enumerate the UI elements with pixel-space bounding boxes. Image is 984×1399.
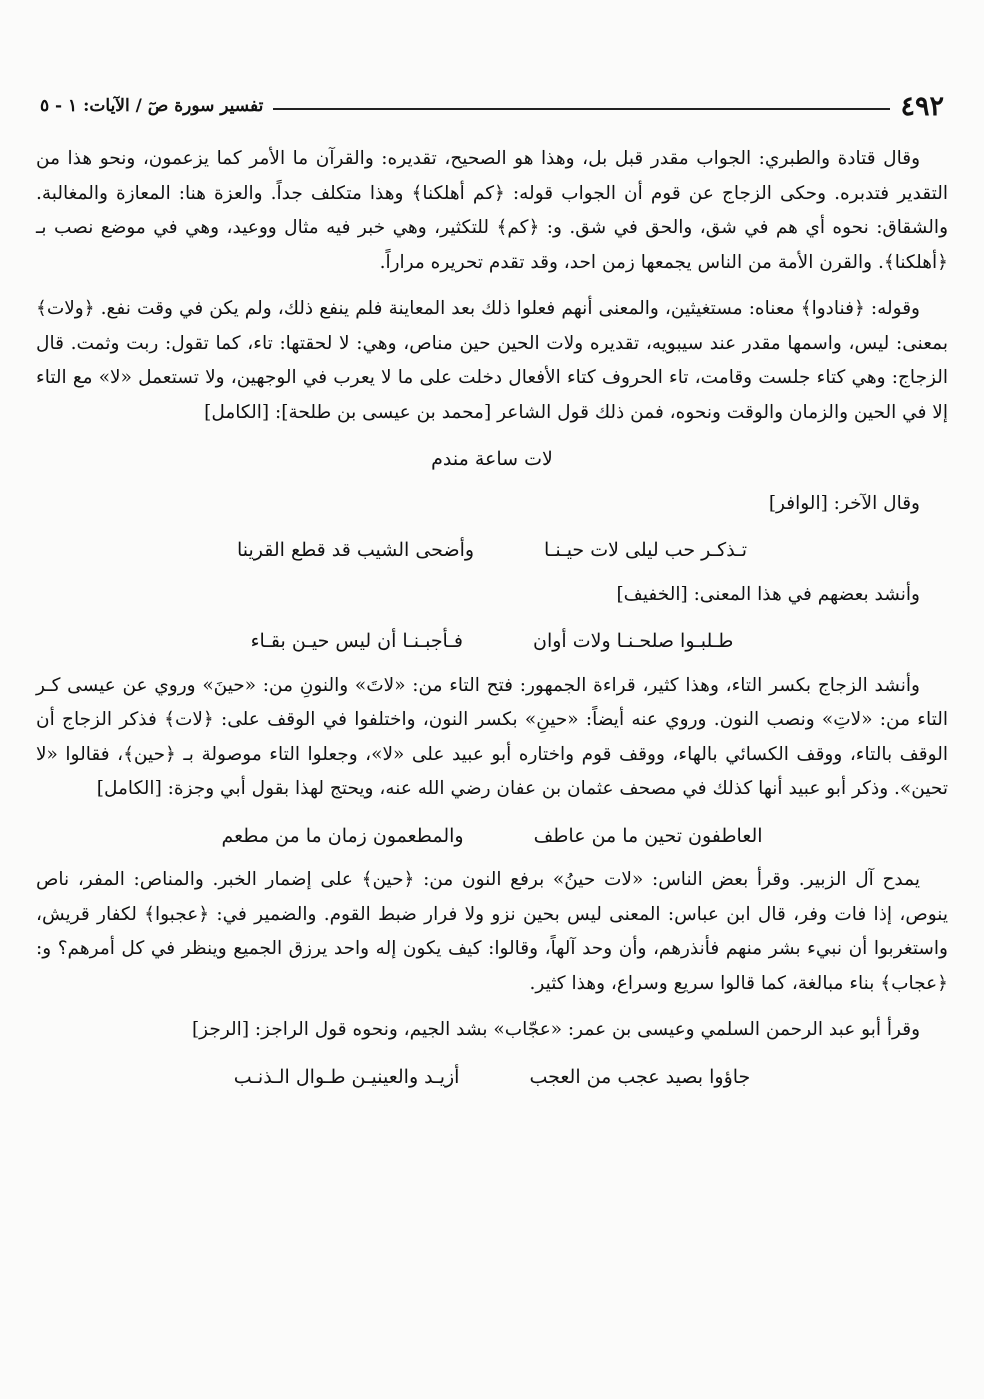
paragraph-4: وأنشد بعضهم في هذا المعنى: [الخفيف] <box>616 583 920 605</box>
verse-first-hemistich: جاؤوا بصيد عجب من العجب <box>529 1065 751 1088</box>
paragraph-2: وقوله: ﴿فنادوا﴾ معناه: مستغيثين، والمعنى أنهم فعلوا ذلك بعد المعاينة فلم ينفع ذلك، ولم يكن في وقت نفع. ﴿ولات﴾ بمعنى: ليس، واسمها مقدر عند سيبويه، تقديره ولات الحين حين مناص، وهي: لا لحقتها: تاء، كما تقول: ربت وثمت. قال الزجاج: وهي كتاء جلست وقامت، تاء الحروف كتاء الأفعال دخلت على ما لا يعرب في الوجهين، ولا تستعمل «لا» مع التاء إلا في الحين والزمان والوقت ونحوه، فمن ذلك قول الشاعر [محمد بن عيسى بن طلحة]: [الكامل] <box>36 298 948 423</box>
verse-second-hemistich: فـأجبـنـا أن ليس حيـن بقـاء <box>250 630 463 652</box>
running-title: تفسير سورة صٓ / الآيات: ١ - ٥ <box>40 96 264 116</box>
body-text <box>36 142 948 1104</box>
verse-first-hemistich: تـذكـر حب ليلى لات حيـنـا <box>544 539 748 561</box>
verse-first-hemistich: العاطفون تحين ما من عاطف <box>533 824 763 847</box>
verse-line <box>36 819 948 854</box>
paragraph-5: وأنشد الزجاج بكسر التاء، وهذا كثير، قراءة الجمهور: فتح التاء من: «لاتَ» والنونِ من: «حينَ» وروي عن عيسى كـر التاء من: «لاتِ» ونصب النون. وروي عنه أيضاً: «حينِ» بكسر النون، واختلفوا في الوقف على: ﴿لات﴾ فذكر الزجاج أن الوقف بالتاء، ووقف الكسائي بالهاء، ووقف قوم واختاره أبو عبيد على «لا»، وجعلوا التاء موصولة بـ ﴿حين﴾، فقالوا «لا تحين». وذكر أبو عبيد أنها كذلك في مصحف عثمان بن عفان رضي الله عنه، ويحتج لهذا بقول أبي وجزة: [الكامل] <box>36 674 948 799</box>
paragraph-6: يمدح آل الزبير. وقرأ بعض الناس: «لات حينُ» برفع النون من: ﴿حين﴾ على إضمار الخبر. والمناص: المفر، ناص ينوص، إذا فات وفر، قال ابن عباس: المعنى ليس بحين نزو ولا فرار ضبط القوم. والضمير في: ﴿عجبوا﴾ لكفار قريش، واستغربوا أن نبيء بشر منهم فأنذرهم، وأن وحد آلهاً، وقالوا: كيف يكون إله واحد يرزق الجميع وينظر في كل أمرهم؟ و: ﴿عجاب﴾ بناء مبالغة، كما قالوا سريع وسراع، وهذا كثير. <box>36 869 948 994</box>
verse-hemistich: لات ساعة مندم <box>431 448 553 470</box>
verse-line <box>36 533 948 568</box>
header-rule <box>273 108 890 110</box>
page-number: ٤٩٢ <box>900 90 944 122</box>
verse-second-hemistich: والمطعمون زمان ما من مطعم <box>221 824 464 847</box>
verse-line <box>36 1060 948 1095</box>
verse-second-hemistich: وأضحى الشيب قد قطع القرينا <box>236 539 475 561</box>
page-header <box>40 88 944 124</box>
verse-first-hemistich: طـلبـوا صلحـنـا ولات أوان <box>533 630 734 652</box>
paragraph-1: وقال قتادة والطبري: الجواب مقدر قبل بل، وهذا هو الصحيح، تقديره: والقرآن ما الأمر كما يزعمون، ونحو هذا من التقدير فتدبره. وحكى الزجاج عن قوم أن الجواب قوله: ﴿كم أهلكنا﴾ وهذا متكلف جداً. والعزة هنا: المعازة والمغالبة. والشقاق: نحوه أي هم في شق، والحق في شق. و: ﴿كم﴾ للتكثير، وهي خبر فيه مثال ووعيد، وهي في موضع نصب بـ ﴿أهلكنا﴾. والقرن الأمة من الناس يجمعها زمن احد، وقد تقدم تحريره مراراً. <box>36 148 948 273</box>
verse-line <box>36 624 948 659</box>
paragraph-3: وقال الآخر: [الوافر] <box>768 492 920 514</box>
paragraph-7: وقرأ أبو عبد الرحمن السلمي وعيسى بن عمر: «عجّاب» بشد الجيم، ونحوه قول الراجز: [الرجز] <box>191 1019 920 1040</box>
verse-second-hemistich: أزيـد والعينيـن طـوال الـذنـب <box>233 1065 460 1088</box>
